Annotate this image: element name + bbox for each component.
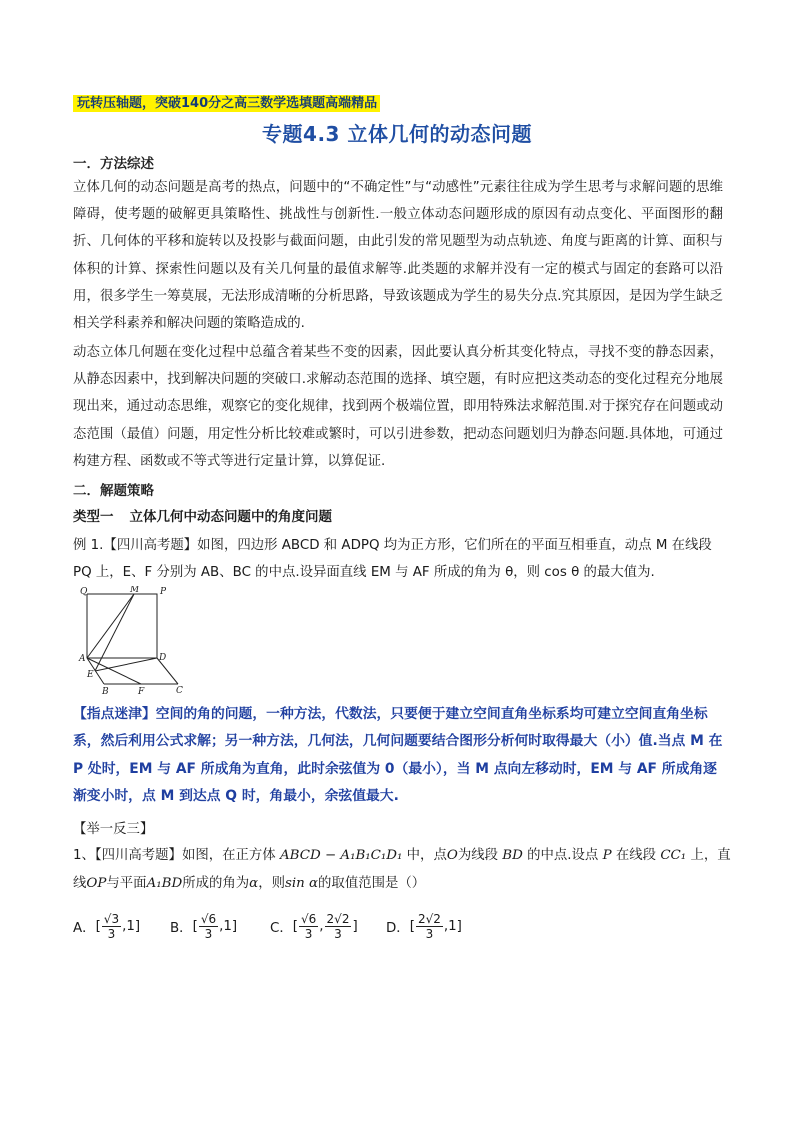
option-b-sep: , [219,919,224,934]
q1-text-c: 为线段 [457,848,498,863]
option-a-den: 3 [107,927,116,941]
q1-alpha: α [249,876,259,891]
label-f: F [138,687,145,696]
hint-tag: 【指点迷津】 [73,706,156,722]
option-a-right: 1 [126,919,135,934]
figure-segment-me [95,594,134,671]
label-m: M [130,586,140,595]
q1-text-k: 的取值范围是（） [318,876,426,891]
q1-plane: A₁BD [146,876,183,891]
option-a-open: [ [95,919,101,934]
q1-segment-bd: BD [502,848,523,863]
label-q: Q [80,587,88,597]
q1-text-a: 1、【四川高考题】如图，在正方体 [73,848,276,863]
option-d-fraction [416,912,443,941]
q1-point-o: O [446,848,458,863]
option-c-sep: , [319,919,324,934]
q1-segment-cc1: CC₁ [660,848,687,863]
figure-segment-ed [95,658,157,671]
option-d-open: [ [409,919,415,934]
label-p: P [160,587,167,597]
option-c-fraction-left [299,912,318,941]
option-a[interactable] [73,912,140,941]
option-b-close: ] [231,919,238,934]
option-a-fraction [102,912,121,941]
type-label: 类型一 [73,509,114,525]
question-1-line-2 [73,872,425,891]
question-1-line-1 [73,844,731,863]
q1-line-op: OP [86,876,107,891]
option-b-den: 3 [204,927,213,941]
option-d-letter: D． [386,921,410,936]
section-heading-method: 一．方法综述 [73,156,154,172]
option-d-right: 1 [448,919,457,934]
option-b-open: [ [192,919,198,934]
option-d[interactable] [386,912,462,941]
hint-block [73,701,723,811]
option-d-close: ] [456,919,462,934]
example-line-1: 例 1.【四川高考题】如图，四边形 ABCD 和 ADPQ 均为正方形，它们所在的平面互相垂直，动点 M 在线段 [73,538,712,553]
option-b-letter: B． [170,921,193,936]
option-c-num: √6 [300,912,317,926]
q1-text-e: 在线段 [615,848,657,863]
section-heading-strategy: 二．解题策略 [73,483,154,499]
option-c-close: ] [352,919,358,934]
figure-segment-am [87,594,134,658]
label-a: A [79,654,86,664]
page-title: 专题4.3 立体几何的动态问题 [262,122,532,146]
example-figure [78,586,188,696]
option-c-right-den: 3 [334,927,342,941]
option-a-num: √3 [103,912,120,926]
type-heading [73,505,332,525]
q1-sin-alpha: sin α [284,876,319,891]
option-c-letter: C． [270,921,293,936]
practice-heading: 【举一反三】 [73,822,154,837]
series-banner: 玩转压轴题，突破140分之高三数学选填题高端精品 [73,95,380,112]
option-d-sep: , [443,919,449,934]
option-d-num: 2√2 [417,912,441,926]
option-c-fraction-right [325,912,352,941]
option-b[interactable] [170,912,237,941]
q1-point-p: P [602,848,612,863]
q1-text-j: ，则 [258,876,285,891]
method-paragraph-1: 立体几何的动态问题是高考的热点，问题中的“不确定性”与“动感性”元素往往成为学生思考与求解问题的思维障碍，使考题的破解更具策略性、挑战性与创新性.一般立体动态问题形成的原因有动点变化、平面图形的翻折、几何体的平移和旋转以及投影与截面问题，由此引发的常见题型为动点轨迹、角度与距离的计算、面积与体积的计算、探索性问题以及有关几何量的最值求解等.此类题的求解并没有一定的模式与固定的套路可以沿用，很多学生一筹莫展，无法形成清晰的分析思路，导致该题成为学生的易失分点.究其原因，是因为学生缺乏相关学科素养和解决问题的策略造成的. [73,180,723,332]
option-c-right-num: 2√2 [326,912,350,926]
label-c: C [176,686,183,696]
option-c-open: [ [292,919,298,934]
option-c-den: 3 [304,927,313,941]
hint-text: 空间的角的问题，一种方法，代数法，只要便于建立空间直角坐标系均可建立空间直角坐标系，然后利用公式求解；另一种方法，几何法，几何问题要结合图形分析何时取得最大（小）值.当点 M 在 P 处时，EM 与 AF 所成角为直角，此时余弦值为 0（最小），当 M 点向左移动时，EM 与 AF 所成角逐渐变小时，点 M 到达点 Q 时，角最小，余弦值最大. [73,706,723,805]
q1-text-g: 线 [73,876,87,891]
option-b-num: √6 [200,912,217,926]
type-title: 立体几何中动态问题中的角度问题 [129,509,332,525]
label-b: B [102,687,109,696]
q1-text-h: 与平面 [106,876,147,891]
option-b-right: 1 [223,919,232,934]
q1-text-i: 所成的角为 [182,876,250,891]
label-e: E [87,670,94,680]
figure-edge-qpd [87,594,157,658]
example-line-2: PQ 上，E、F 分别为 AB、BC 的中点.设异面直线 EM 与 AF 所成的角为 θ，则 cos θ 的最大值为. [73,565,655,580]
option-a-close: ] [134,919,141,934]
option-b-fraction [199,912,218,941]
option-a-letter: A． [73,921,96,936]
option-d-den: 3 [425,927,434,941]
option-c[interactable] [270,912,358,941]
q1-cube: ABCD − A₁B₁C₁D₁ [279,848,403,863]
method-paragraph-2: 动态立体几何题在变化过程中总蕴含着某些不变的因素，因此要认真分析其变化特点，寻找不变的静态因素，从静态因素中，找到解决问题的突破口.求解动态范围的选择、填空题，有时应把这类动态的变化过程充分地展现出来，通过动态思维，观察它的变化规律，找到两个极端位置，即用特殊法求解范围.对于探究存在问题或动态范围（最值）问题，用定性分析比较难或繁时，可以引进参数，把动态问题划归为静态问题.具体地，可通过构建方程、函数或不等式等进行定量计算，以算促证. [73,345,723,469]
q1-text-d: 的中点.设点 [527,848,599,863]
option-a-sep: , [122,919,127,934]
label-d: D [159,653,167,663]
q1-text-b: 中，点 [406,848,447,863]
q1-text-f: 上，直 [690,848,731,863]
